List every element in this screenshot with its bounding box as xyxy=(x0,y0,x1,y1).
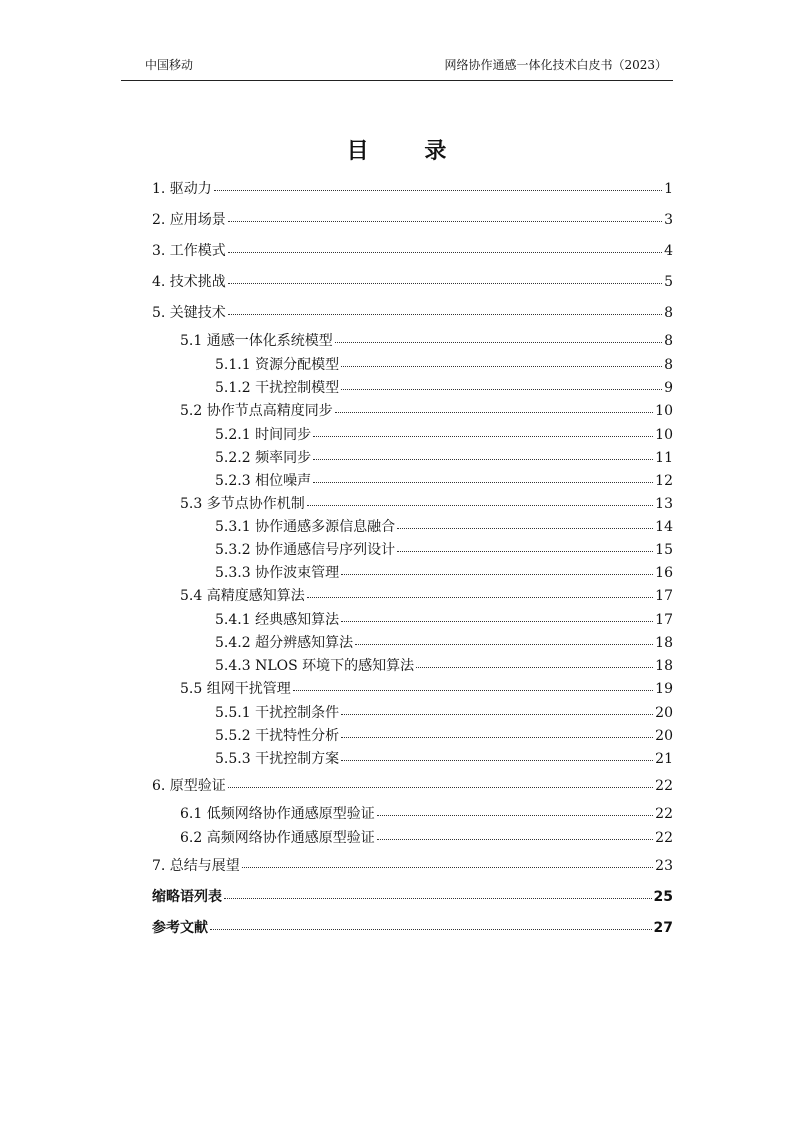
toc-entry[interactable] xyxy=(152,178,673,198)
toc-entry-page: 20 xyxy=(655,728,673,744)
toc-entry-page: 17 xyxy=(655,612,673,628)
toc-entry-label: 1. 驱动力 xyxy=(152,181,212,197)
toc-entry-page: 16 xyxy=(655,565,673,581)
toc-entry-page: 20 xyxy=(655,705,673,721)
toc-entry[interactable] xyxy=(152,748,673,768)
toc-leader-dots xyxy=(210,929,652,930)
toc-leader-dots xyxy=(228,221,662,222)
toc-entry-page: 18 xyxy=(655,658,673,674)
toc-leader-dots xyxy=(355,644,653,645)
toc-leader-dots xyxy=(341,714,653,715)
toc-entry-label: 5.4.1 经典感知算法 xyxy=(215,612,340,628)
toc-leader-dots xyxy=(341,389,662,390)
toc-leader-dots xyxy=(293,690,653,691)
toc-leader-dots xyxy=(341,574,653,575)
toc-entry-page: 9 xyxy=(664,380,673,396)
toc-entry-label: 5.2.2 频率同步 xyxy=(215,450,312,466)
toc-entry-label: 5.5.1 干扰控制条件 xyxy=(215,705,340,721)
toc-entry[interactable] xyxy=(152,585,673,605)
toc-entry-page: 1 xyxy=(664,181,673,197)
toc-entry[interactable] xyxy=(152,632,673,652)
toc-entry[interactable] xyxy=(152,803,673,823)
toc-leader-dots xyxy=(397,528,653,529)
toc-entry-page: 5 xyxy=(664,274,673,290)
toc-entry-label: 5.4.3 NLOS 环境下的感知算法 xyxy=(215,658,415,674)
toc-entry[interactable] xyxy=(152,917,673,937)
toc-leader-dots xyxy=(214,190,662,191)
toc-entry[interactable] xyxy=(152,400,673,420)
toc-leader-dots xyxy=(228,283,662,284)
toc-leader-dots xyxy=(307,505,653,506)
toc-entry-label: 5.2 协作节点高精度同步 xyxy=(180,403,333,419)
toc-leader-dots xyxy=(341,366,662,367)
toc-entry[interactable] xyxy=(152,855,673,875)
toc-entry-label: 参考文献 xyxy=(152,920,208,936)
toc-entry[interactable] xyxy=(152,424,673,444)
toc-leader-dots xyxy=(397,551,653,552)
toc-leader-dots xyxy=(416,667,653,668)
toc-entry-page: 4 xyxy=(664,243,673,259)
toc-entry-page: 11 xyxy=(655,450,673,466)
toc-entry-label: 5.3 多节点协作机制 xyxy=(180,496,305,512)
toc-entry-page: 8 xyxy=(664,305,673,321)
toc-entry-page: 19 xyxy=(655,681,673,697)
toc-entry-label: 4. 技术挑战 xyxy=(152,274,226,290)
toc-leader-dots xyxy=(341,737,653,738)
toc-entry-page: 8 xyxy=(664,357,673,373)
header-org: 中国移动 xyxy=(145,58,194,72)
toc-entry[interactable] xyxy=(152,209,673,229)
toc-leader-dots xyxy=(335,342,662,343)
toc-leader-dots xyxy=(228,314,662,315)
toc-entry[interactable] xyxy=(152,655,673,675)
toc-entry-label: 6. 原型验证 xyxy=(152,778,226,794)
toc-entry-page: 22 xyxy=(655,830,673,846)
toc-entry-page: 22 xyxy=(655,806,673,822)
toc-entry-label: 缩略语列表 xyxy=(152,889,222,905)
toc-entry[interactable] xyxy=(152,609,673,629)
toc-leader-dots xyxy=(377,839,653,840)
page-title: 目 录 xyxy=(346,139,471,164)
toc-entry[interactable] xyxy=(152,447,673,467)
toc-entry[interactable] xyxy=(152,302,673,322)
toc-entry-label: 5.4 高精度感知算法 xyxy=(180,588,305,604)
toc-entry-label: 5.3.2 协作通感信号序列设计 xyxy=(215,542,396,558)
toc-entry[interactable] xyxy=(152,493,673,513)
toc-leader-dots xyxy=(335,412,653,413)
toc-entry[interactable] xyxy=(152,775,673,795)
toc-entry[interactable] xyxy=(152,470,673,490)
toc-entry-page: 13 xyxy=(655,496,673,512)
toc-entry[interactable] xyxy=(152,827,673,847)
toc-entry-label: 5.5.2 干扰特性分析 xyxy=(215,728,340,744)
toc-entry[interactable] xyxy=(152,354,673,374)
toc-entry-label: 3. 工作模式 xyxy=(152,243,226,259)
toc-entry-page: 15 xyxy=(655,542,673,558)
toc-entry-label: 6.1 低频网络协作通感原型验证 xyxy=(180,806,375,822)
toc-entry-page: 27 xyxy=(653,920,673,936)
toc-entry[interactable] xyxy=(152,377,673,397)
toc-entry[interactable] xyxy=(152,539,673,559)
toc-entry-page: 8 xyxy=(664,333,673,349)
toc-entry[interactable] xyxy=(152,271,673,291)
toc-entry-page: 23 xyxy=(655,858,673,874)
page-header xyxy=(121,56,673,81)
toc-leader-dots xyxy=(341,760,653,761)
toc-leader-dots xyxy=(313,436,653,437)
toc-leader-dots xyxy=(228,252,662,253)
toc-entry-page: 21 xyxy=(655,751,673,767)
toc-leader-dots xyxy=(341,621,653,622)
toc-leader-dots xyxy=(224,898,652,899)
toc-entry-label: 5.2.1 时间同步 xyxy=(215,427,312,443)
toc-entry-label: 5.5.3 干扰控制方案 xyxy=(215,751,340,767)
toc-entry-label: 5.5 组网干扰管理 xyxy=(180,681,291,697)
toc-entry-label: 5.3.1 协作通感多源信息融合 xyxy=(215,519,396,535)
toc-entry-page: 10 xyxy=(655,427,673,443)
toc-entry[interactable] xyxy=(152,330,673,350)
toc-leader-dots xyxy=(228,787,653,788)
toc-leader-dots xyxy=(313,482,653,483)
toc-entry-label: 5.1.2 干扰控制模型 xyxy=(215,380,340,396)
toc-entry-page: 10 xyxy=(655,403,673,419)
toc-entry-label: 5.4.2 超分辨感知算法 xyxy=(215,635,354,651)
toc-leader-dots xyxy=(307,597,653,598)
toc-entry[interactable] xyxy=(152,240,673,260)
header-doc-title: 网络协作通感一体化技术白皮书（2023） xyxy=(444,58,667,72)
toc-entry-label: 5.3.3 协作波束管理 xyxy=(215,565,340,581)
toc-leader-dots xyxy=(242,867,653,868)
toc-entry-label: 5.1 通感一体化系统模型 xyxy=(180,333,333,349)
toc-entry-page: 14 xyxy=(655,519,673,535)
toc-entry-label: 6.2 高频网络协作通感原型验证 xyxy=(180,830,375,846)
toc-entry-label: 5. 关键技术 xyxy=(152,305,226,321)
toc-entry-page: 12 xyxy=(655,473,673,489)
toc-entry-page: 22 xyxy=(655,778,673,794)
toc-entry-page: 25 xyxy=(653,889,673,905)
toc-entry-label: 5.2.3 相位噪声 xyxy=(215,473,312,489)
toc-entry[interactable] xyxy=(152,702,673,722)
toc-entry-label: 5.1.1 资源分配模型 xyxy=(215,357,340,373)
toc-leader-dots xyxy=(313,459,653,460)
toc-entry[interactable] xyxy=(152,562,673,582)
toc-entry-page: 17 xyxy=(655,588,673,604)
toc-entry[interactable] xyxy=(152,725,673,745)
toc-entry-label: 7. 总结与展望 xyxy=(152,858,240,874)
toc-entry-page: 3 xyxy=(664,212,673,228)
toc-entry-label: 2. 应用场景 xyxy=(152,212,226,228)
toc-entry[interactable] xyxy=(152,516,673,536)
toc-entry[interactable] xyxy=(152,678,673,698)
toc-leader-dots xyxy=(377,815,653,816)
toc-entry[interactable] xyxy=(152,886,673,906)
toc-entry-page: 18 xyxy=(655,635,673,651)
